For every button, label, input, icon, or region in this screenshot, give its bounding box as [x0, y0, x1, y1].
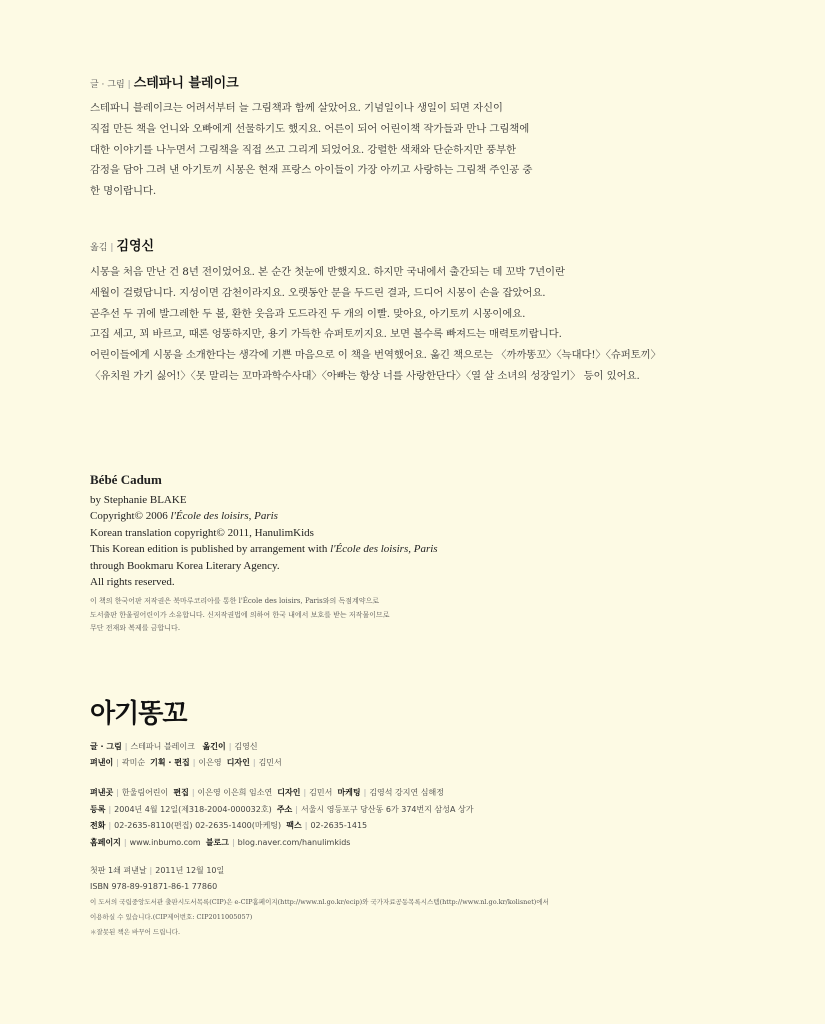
translator-bio-line: 어린이들에게 시몽을 소개한다는 생각에 기쁜 마음으로 이 책을 번역했어요. 옮긴 책으로는 〈까까똥꼬〉〈늑대다!〉〈슈퍼토끼〉 — [90, 349, 661, 362]
separator: | — [127, 80, 131, 90]
through-line: through Bookmaru Korea Literary Agency. — [90, 559, 280, 572]
publisher-line — [90, 835, 473, 852]
by-line: by Stephanie BLAKE — [90, 493, 187, 506]
edition-label: 첫판 1쇄 펴낸날 — [90, 866, 147, 875]
credit-label: 옮긴이 — [202, 742, 226, 751]
rights-notice-line: 이 책의 한국어판 저작권은 북마루코리아를 통한 l'École des loisirs, Paris와의 독점계약으로 — [90, 597, 380, 605]
separator: | — [116, 758, 119, 767]
cip-line: ＊잘못된 책은 바꾸어 드립니다. — [90, 928, 181, 936]
credit-value: 스테파니 블레이크 — [130, 742, 195, 751]
translator-bio-line: 〈유치원 가기 싫어!〉〈못 말리는 꼬마과학수사대〉〈아빠는 항상 너를 사랑한단다〉〈열 살 소녀의 성장일기〉 등이 있어요. — [90, 369, 640, 382]
author-heading — [90, 72, 239, 91]
separator: | — [231, 837, 235, 847]
edition-info — [90, 863, 224, 895]
rights-notice-line: 무단 전재와 복제를 금합니다. — [90, 624, 181, 632]
separator: | — [191, 788, 195, 797]
info-value: 02-2635-1415 — [310, 821, 368, 830]
colophon-en — [90, 472, 438, 591]
author-name: 스테파니 블레이크 — [133, 76, 239, 91]
translator-bio-line: 시몽을 처음 만난 건 8년 전이었어요. 본 순간 첫눈에 반했지요. 하지만 국내에서 출간되는 데 꼬박 7년이란 — [90, 266, 565, 278]
credit-label: 기획 · 편집 — [150, 758, 190, 767]
info-value: 김민서 — [309, 788, 333, 797]
original-title: Bébé Cadum — [90, 472, 162, 487]
info-value: 이은영 이은희 임소연 — [197, 788, 273, 797]
info-value: 한울림어린이 — [121, 788, 169, 797]
korean-translation-line: Korean translation copyright© 2011, HanulimKids — [90, 526, 314, 539]
rights-line: All rights reserved. — [90, 576, 175, 588]
author-bio-line: 스테파니 블레이크는 어려서부터 늘 그림책과 함께 살았어요. 기념일이나 생일이 되면 자신이 — [90, 102, 503, 114]
publisher-line — [90, 785, 473, 802]
author-bio — [90, 98, 750, 202]
author-bio-line: 직접 만든 책을 언니와 오빠에게 선물하기도 했지요. 어른이 되어 어린이책 작가들과 만나 그림책에 — [90, 122, 530, 135]
credit-value: 곽미순 — [121, 758, 146, 767]
separator: | — [363, 788, 367, 797]
publisher-fr: l'École des loisirs, Paris — [170, 510, 278, 522]
info-value: 02-2635-8110(편집) 02-2635-1400(마케팅) — [114, 821, 282, 830]
credits-line — [90, 739, 282, 755]
separator: | — [295, 804, 298, 814]
arrangement-prefix: This Korean edition is published by arrangement with — [90, 543, 331, 555]
author-bio-line: 한 명이랍니다. — [90, 185, 157, 198]
info-label: 등록 — [90, 804, 106, 814]
translator-role: 옮김 — [90, 243, 108, 253]
separator: | — [303, 788, 307, 797]
credits — [90, 739, 282, 771]
info-value: 서울시 영등포구 당산동 6가 374번지 삼성A 상가 — [300, 804, 474, 814]
info-label: 주소 — [276, 804, 293, 814]
publisher-line — [90, 818, 473, 835]
author-bio-line: 감정을 담아 그려 낸 아기토끼 시몽은 현재 프랑스 아이들이 가장 아끼고 사랑하는 그림책 주인공 중 — [90, 164, 533, 177]
separator: | — [124, 742, 128, 751]
separator: | — [110, 243, 114, 253]
separator: | — [192, 758, 196, 767]
copyright-prefix: Copyright© 2006 — [90, 510, 171, 522]
translator-heading — [90, 235, 154, 254]
info-label: 디자인 — [277, 788, 301, 797]
separator: | — [116, 788, 119, 797]
separator: | — [252, 758, 256, 767]
info-label: 홈페이지 — [90, 837, 121, 847]
credit-value: 김영신 — [234, 742, 258, 751]
homepage-link[interactable]: www.inbumo.com — [129, 837, 201, 847]
cip-line: 이용하실 수 있습니다.(CIP제어번호: CIP2011005057) — [90, 913, 253, 921]
blog-link[interactable]: blog.naver.com/hanulimkids — [237, 837, 351, 847]
info-value: 2004년 4월 12일(제318-2004-000032호) — [114, 804, 272, 814]
info-label: 편집 — [173, 788, 189, 797]
separator: | — [108, 804, 112, 814]
credit-label: 디자인 — [226, 758, 250, 767]
separator: | — [228, 742, 232, 751]
edition-date: 2011년 12월 10일 — [155, 866, 225, 875]
translator-name: 김영신 — [116, 239, 155, 254]
publisher-info — [90, 785, 473, 851]
info-label: 전화 — [90, 821, 106, 830]
cip-line: 이 도서의 국립중앙도서관 출판시도서목록(CIP)은 e-CIP홈페이지(http://www.nl.go.kr/ecip)와 국가자료공동목록시스템(http://www.nl.go.kr/kolisnet)에서 — [90, 898, 549, 906]
credit-value: 이은영 — [198, 758, 222, 767]
edition-line — [90, 863, 224, 879]
arrangement-line — [90, 541, 438, 558]
info-value: 김영석 강지연 심해정 — [369, 788, 444, 797]
author-role: 글 · 그림 — [90, 80, 125, 90]
isbn: ISBN 978-89-91871-86-1 77860 — [90, 882, 218, 891]
credit-value: 김민서 — [258, 758, 282, 767]
separator: | — [108, 821, 112, 830]
series-logo: 아기똥꼬 — [90, 699, 187, 729]
credit-label: 글 · 그림 — [90, 742, 122, 751]
info-label: 마케팅 — [337, 788, 361, 797]
rights-notice — [90, 595, 390, 636]
info-label: 블로그 — [205, 837, 229, 847]
info-label: 팩스 — [286, 821, 302, 830]
translator-bio-line: 곧추선 두 귀에 발그레한 두 볼, 환한 웃음과 도드라진 두 개의 이빨. 맞아요, 아기토끼 시몽이에요. — [90, 307, 526, 320]
credits-line — [90, 755, 282, 771]
translator-bio-line: 세월이 걸렸답니다. 지성이면 감천이라지요. 오랫동안 문을 두드린 결과, 드디어 시몽이 손을 잡았어요. — [90, 286, 546, 299]
cip-notice — [90, 895, 549, 940]
publisher-fr: l'École des loisirs, Paris — [330, 543, 438, 555]
translator-bio — [90, 262, 750, 387]
credit-label: 펴낸이 — [90, 758, 114, 767]
publisher-line — [90, 802, 473, 819]
copyright-line — [90, 508, 438, 525]
author-bio-line: 대한 이야기를 나누면서 그림책을 직접 쓰고 그리게 되었어요. 강렬한 색채와 단순하지만 풍부한 — [90, 143, 516, 156]
rights-notice-line: 도서출판 한울림어린이가 소유합니다. 신저작권법에 의하여 한국 내에서 보호를 받는 저작물이므로 — [90, 610, 390, 619]
info-label: 펴낸곳 — [90, 788, 114, 797]
separator: | — [149, 866, 153, 875]
separator: | — [304, 821, 308, 830]
separator: | — [123, 837, 127, 847]
translator-bio-line: 고집 세고, 꾀 바르고, 때론 엉뚱하지만, 용기 가득한 슈퍼토끼지요. 보면 볼수록 빠져드는 매력토끼랍니다. — [90, 328, 562, 341]
